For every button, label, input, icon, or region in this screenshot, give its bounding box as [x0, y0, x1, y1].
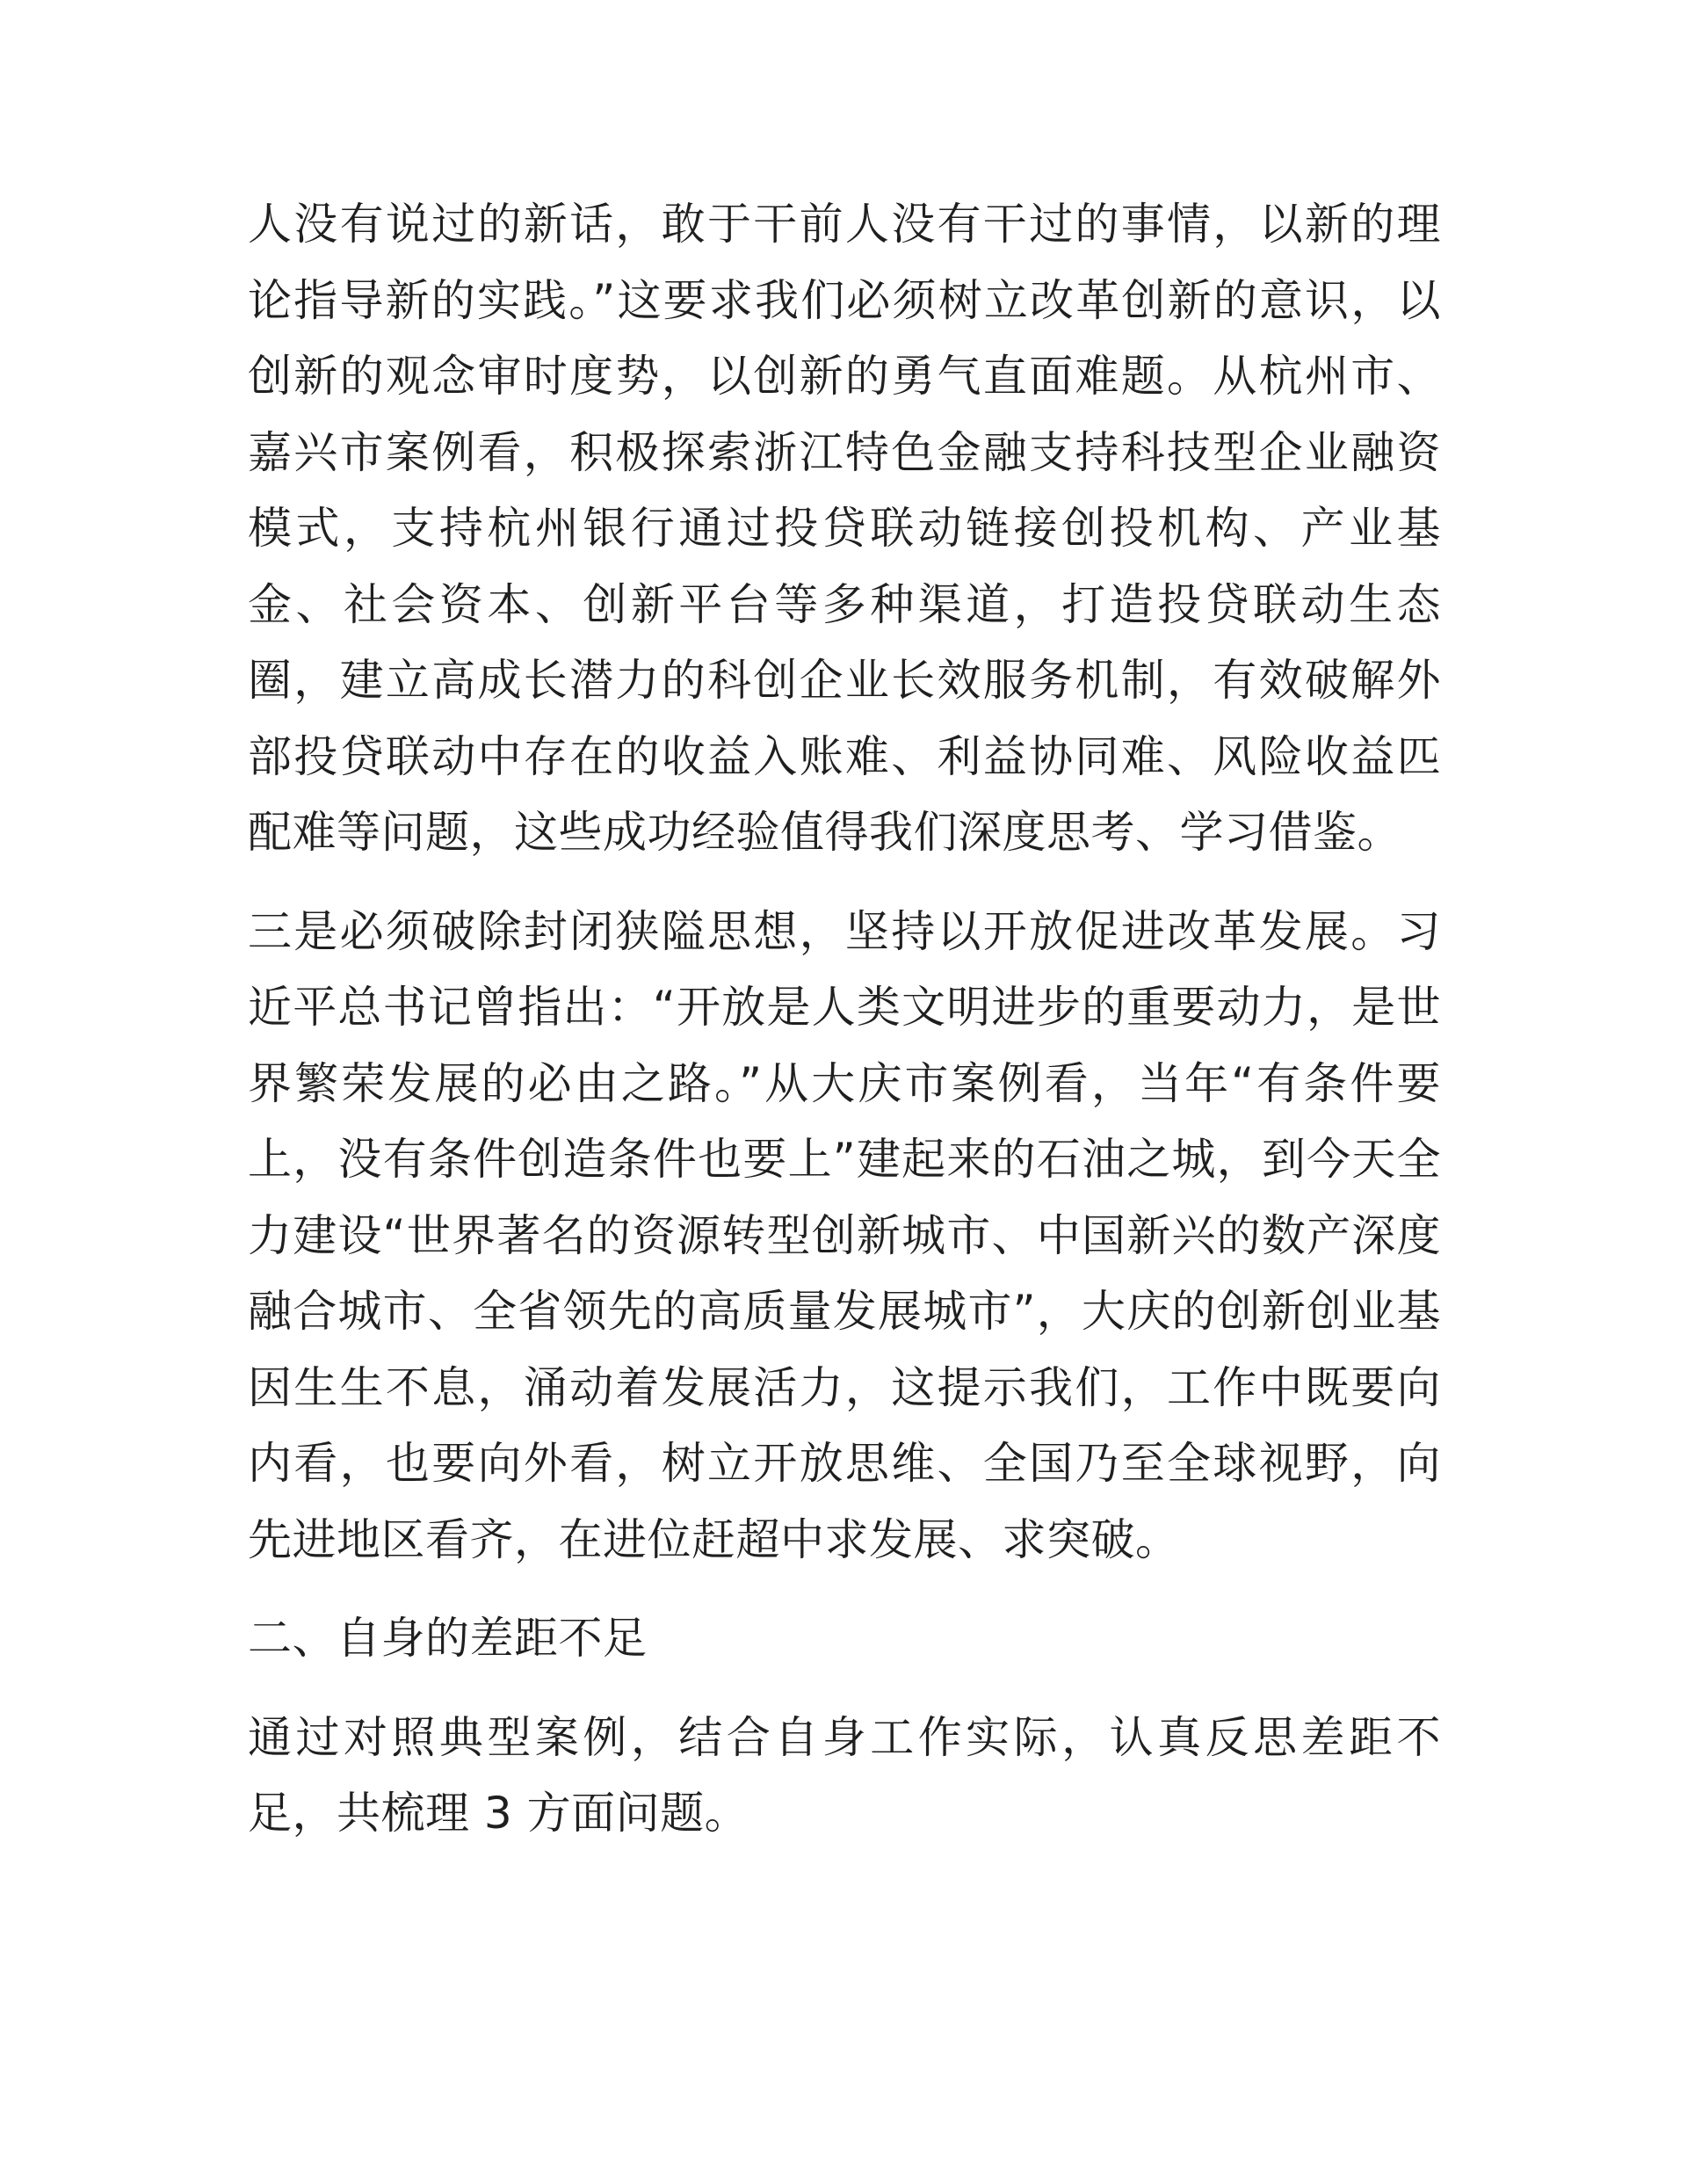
paragraph-problems-summary: 通过对照典型案例，结合自身工作实际，认真反思差距不足，共梳理 3 方面问题。 [248, 1711, 1441, 1839]
paragraph-openness: 三是必须破除封闭狭隘思想，坚持以开放促进改革发展。习近平总书记曾指出：“开放是人类文明进步的重要动力，是世界繁荣发展的必由之路。”从大庆市案例看，当年“有条件要上，没有条件创造条件也要上”建起来的石油之城，到今天全力建设“世界著名的资源转型创新城市、中国新兴的数产深度融合城市、全省领先的高质量发展城市”，大庆的创新创业基因生生不息，涌动着发展活力，这提示我们，工作中既要向内看，也要向外看，树立开放思维、全国乃至全球视野，向先进地区看齐，在进位赶超中求发展、求突破。 [248, 905, 1441, 1565]
document-body [248, 186, 1441, 1852]
paragraph-innovation: 人没有说过的新话，敢于干前人没有干过的事情，以新的理论指导新的实践。”这要求我们必须树立改革创新的意识，以创新的观念审时度势，以创新的勇气直面难题。从杭州市、嘉兴市案例看，积极探索浙江特色金融支持科技型企业融资模式，支持杭州银行通过投贷联动链接创投机构、产业基金、社会资本、创新平台等多种渠道，打造投贷联动生态圈，建立高成长潜力的科创企业长效服务机制，有效破解外部投贷联动中存在的收益入账难、利益协同难、风险收益匹配难等问题，这些成功经验值得我们深度思考、学习借鉴。 [248, 199, 1441, 858]
section-heading-gaps: 二、自身的差距不足 [248, 1613, 648, 1664]
